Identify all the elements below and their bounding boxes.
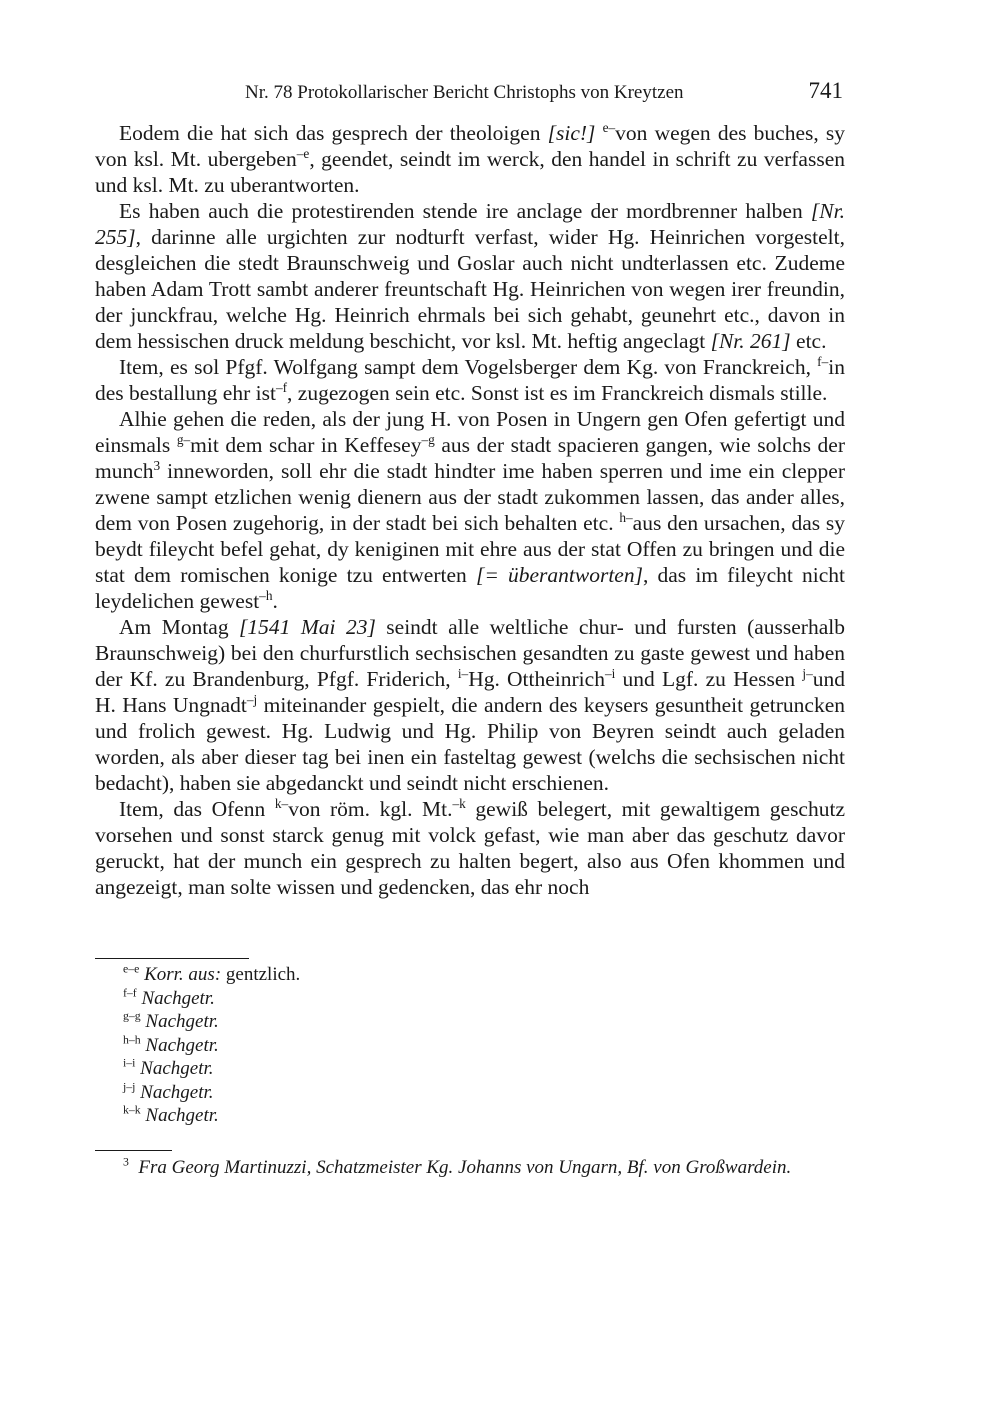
note-siglum: –h [259, 587, 273, 603]
note-siglum: g– [176, 431, 191, 447]
body-text [95, 120, 845, 900]
text-run: und H. Hans Ungnadt [95, 667, 845, 717]
apparatus-note: $^{k-k}$ Nachgetr. [123, 1103, 219, 1126]
editorial-insertion: [Nr. 255] [95, 199, 845, 249]
apparatus-note: $^{f-f}$ Nachgetr. [123, 986, 215, 1009]
text-run: von wegen des buches, sy von ksl. Mt. ubergeben [95, 121, 846, 171]
text-run: Item, das Ofenn [119, 797, 275, 821]
note-siglum: i– [457, 665, 469, 681]
apparatus-note: $^{h-h}$ Nachgetr. [123, 1033, 219, 1056]
paragraph [95, 406, 845, 614]
footnote: $^3$ Fra Georg Martinuzzi, Schatzmeister Kg. Johanns von Ungarn, Bf. von Großwardein. [123, 1155, 792, 1178]
note-siglum: –k [452, 795, 466, 811]
text-run: Item, es sol Pfgf. Wolfgang sampt dem Vogelsberger dem Kg. von Franckreich, [119, 355, 818, 379]
note-siglum: –i [604, 665, 616, 681]
text-run: . [272, 589, 278, 613]
running-head [95, 78, 845, 110]
paragraph [95, 614, 845, 796]
note-siglum: f– [817, 353, 829, 369]
text-run: und Lgf. zu Hessen [615, 667, 803, 691]
text-run: , zugezogen sein etc. Sonst ist es im Franckreich dismals stille. [287, 381, 828, 405]
paragraph [95, 796, 845, 900]
editorial-insertion: [Nr. 261] [710, 329, 791, 353]
editorial-insertion: [= überantworten] [475, 563, 643, 587]
paragraph [95, 354, 845, 406]
text-run: in des bestallung ehr ist [95, 355, 845, 405]
paragraph [95, 198, 845, 354]
text-run: Es haben auch die protestirenden stende ire anclage der mordbrenner halben [119, 199, 811, 223]
editorial-insertion: [sic!] [547, 121, 596, 145]
note-siglum: j– [802, 665, 813, 681]
critical-apparatus [95, 963, 845, 1128]
note-siglum: –e [296, 145, 310, 161]
text-run: , darinne alle urgichten zur nodturft verfast, wider Hg. Heinrichen vorgestelt, desgleichen die stedt Braunschweig und Goslar auch nicht undterlassen etc. Zudeme haben Adam Trott sambt anderer freuntschaft Hg. Heinrichen von wegen irer freundin, der junckfrau, welche Hg. Heinrich ehrmals bei sich gehabt, geunehrt etc., davon in dem hessischen druck meldung beschicht, vor ksl. Mt. heftig angeclagt [95, 225, 845, 353]
text-run: , geendet, seindt im werck, den handel in schrift zu verfassen und ksl. Mt. zu uberantworten. [95, 147, 845, 197]
text-run: etc. [790, 329, 827, 353]
text-run: aus der stadt spacieren gangen, wie solchs der munch [95, 433, 845, 483]
text-run: , das im fileycht nicht leydelichen gewest [95, 563, 845, 613]
footnote-rule [95, 1150, 172, 1151]
footnotes [95, 1156, 845, 1180]
text-run: von röm. kgl. Mt. [288, 797, 453, 821]
text-run: miteinander gespielt, die andern des keysers gesuntheit getruncken und frolich gewest. Hg. Ludwig und Hg. Philip von Beyren seindt auch geladen worden, als aber dieser tag bei inen ein fasteltag gewest (welchs die sechsischen nicht bedacht), haben sie abgedanckt und seindt nicht erschienen. [95, 693, 845, 795]
paragraph [95, 120, 845, 198]
text-run: seindt alle weltliche chur- und fursten (ausserhalb Braunschweig) bei den churfurstlich sechsischen gesandten zu gaste gewest und haben der Kf. zu Brandenburg, Pfgf. Friderich, [95, 615, 845, 691]
apparatus-note: $^{g-g}$ Nachgetr. [123, 1009, 219, 1032]
note-siglum: –j [246, 691, 258, 707]
running-title: Nr. 78 Protokollarischer Bericht Christophs von Kreytzen [245, 82, 684, 103]
apparatus-note: $^{j-j}$ Nachgetr. [123, 1080, 214, 1103]
editorial-insertion: [1541 Mai 23] [239, 615, 376, 639]
document-page [95, 78, 845, 1180]
apparatus-note: $^{e-e}$ Korr. aus: gentzlich. [123, 962, 301, 985]
apparatus-note: $^{i-i}$ Nachgetr. [123, 1056, 214, 1079]
note-siglum: –f [275, 379, 288, 395]
text-run: Alhie gehen die reden, als der jung H. von Posen in Ungern gen Ofen gefertigt und einsmals [95, 407, 845, 457]
page-number: 741 [808, 78, 843, 103]
text-run: Eodem die hat sich das gesprech der theoloigen [119, 121, 548, 145]
text-run: mit dem schar in Keffesey [190, 433, 422, 457]
text-run: gewiß belegert, mit gewaltigem geschutz vorsehen und sonst starck genug mit volck gefast, wie man aber das geschutz davor geruckt, hat der munch ein gesprech zu halten begert, also aus Ofen khommen und angezeigt, man solte wissen und gedencken, das ehr noch [95, 797, 845, 899]
note-siglum: e– [602, 119, 616, 135]
note-siglum: k– [274, 795, 289, 811]
note-siglum: h– [619, 509, 633, 525]
text-run: inneworden, soll ehr die stadt hindter ime haben sperren und ime ein clepper zwene sampt etzlichen wenig dienern aus der stadt zukommen lassen, das ander alles, dem von Posen zugehorig, in der stadt bei sich behalten etc. [95, 459, 845, 535]
text-run [595, 121, 602, 145]
text-run: Am Montag [119, 615, 240, 639]
apparatus-rule [95, 958, 249, 959]
note-siglum: –g [421, 431, 435, 447]
text-run: aus den ursachen, das sy beydt fileycht befel gehat, dy keniginen mit ehre aus der stat Offen zu bringen und die stat dem romischen konige tzu entwerten [95, 511, 845, 587]
note-siglum: 3 [153, 457, 161, 473]
text-run: Hg. Ottheinrich [468, 667, 605, 691]
